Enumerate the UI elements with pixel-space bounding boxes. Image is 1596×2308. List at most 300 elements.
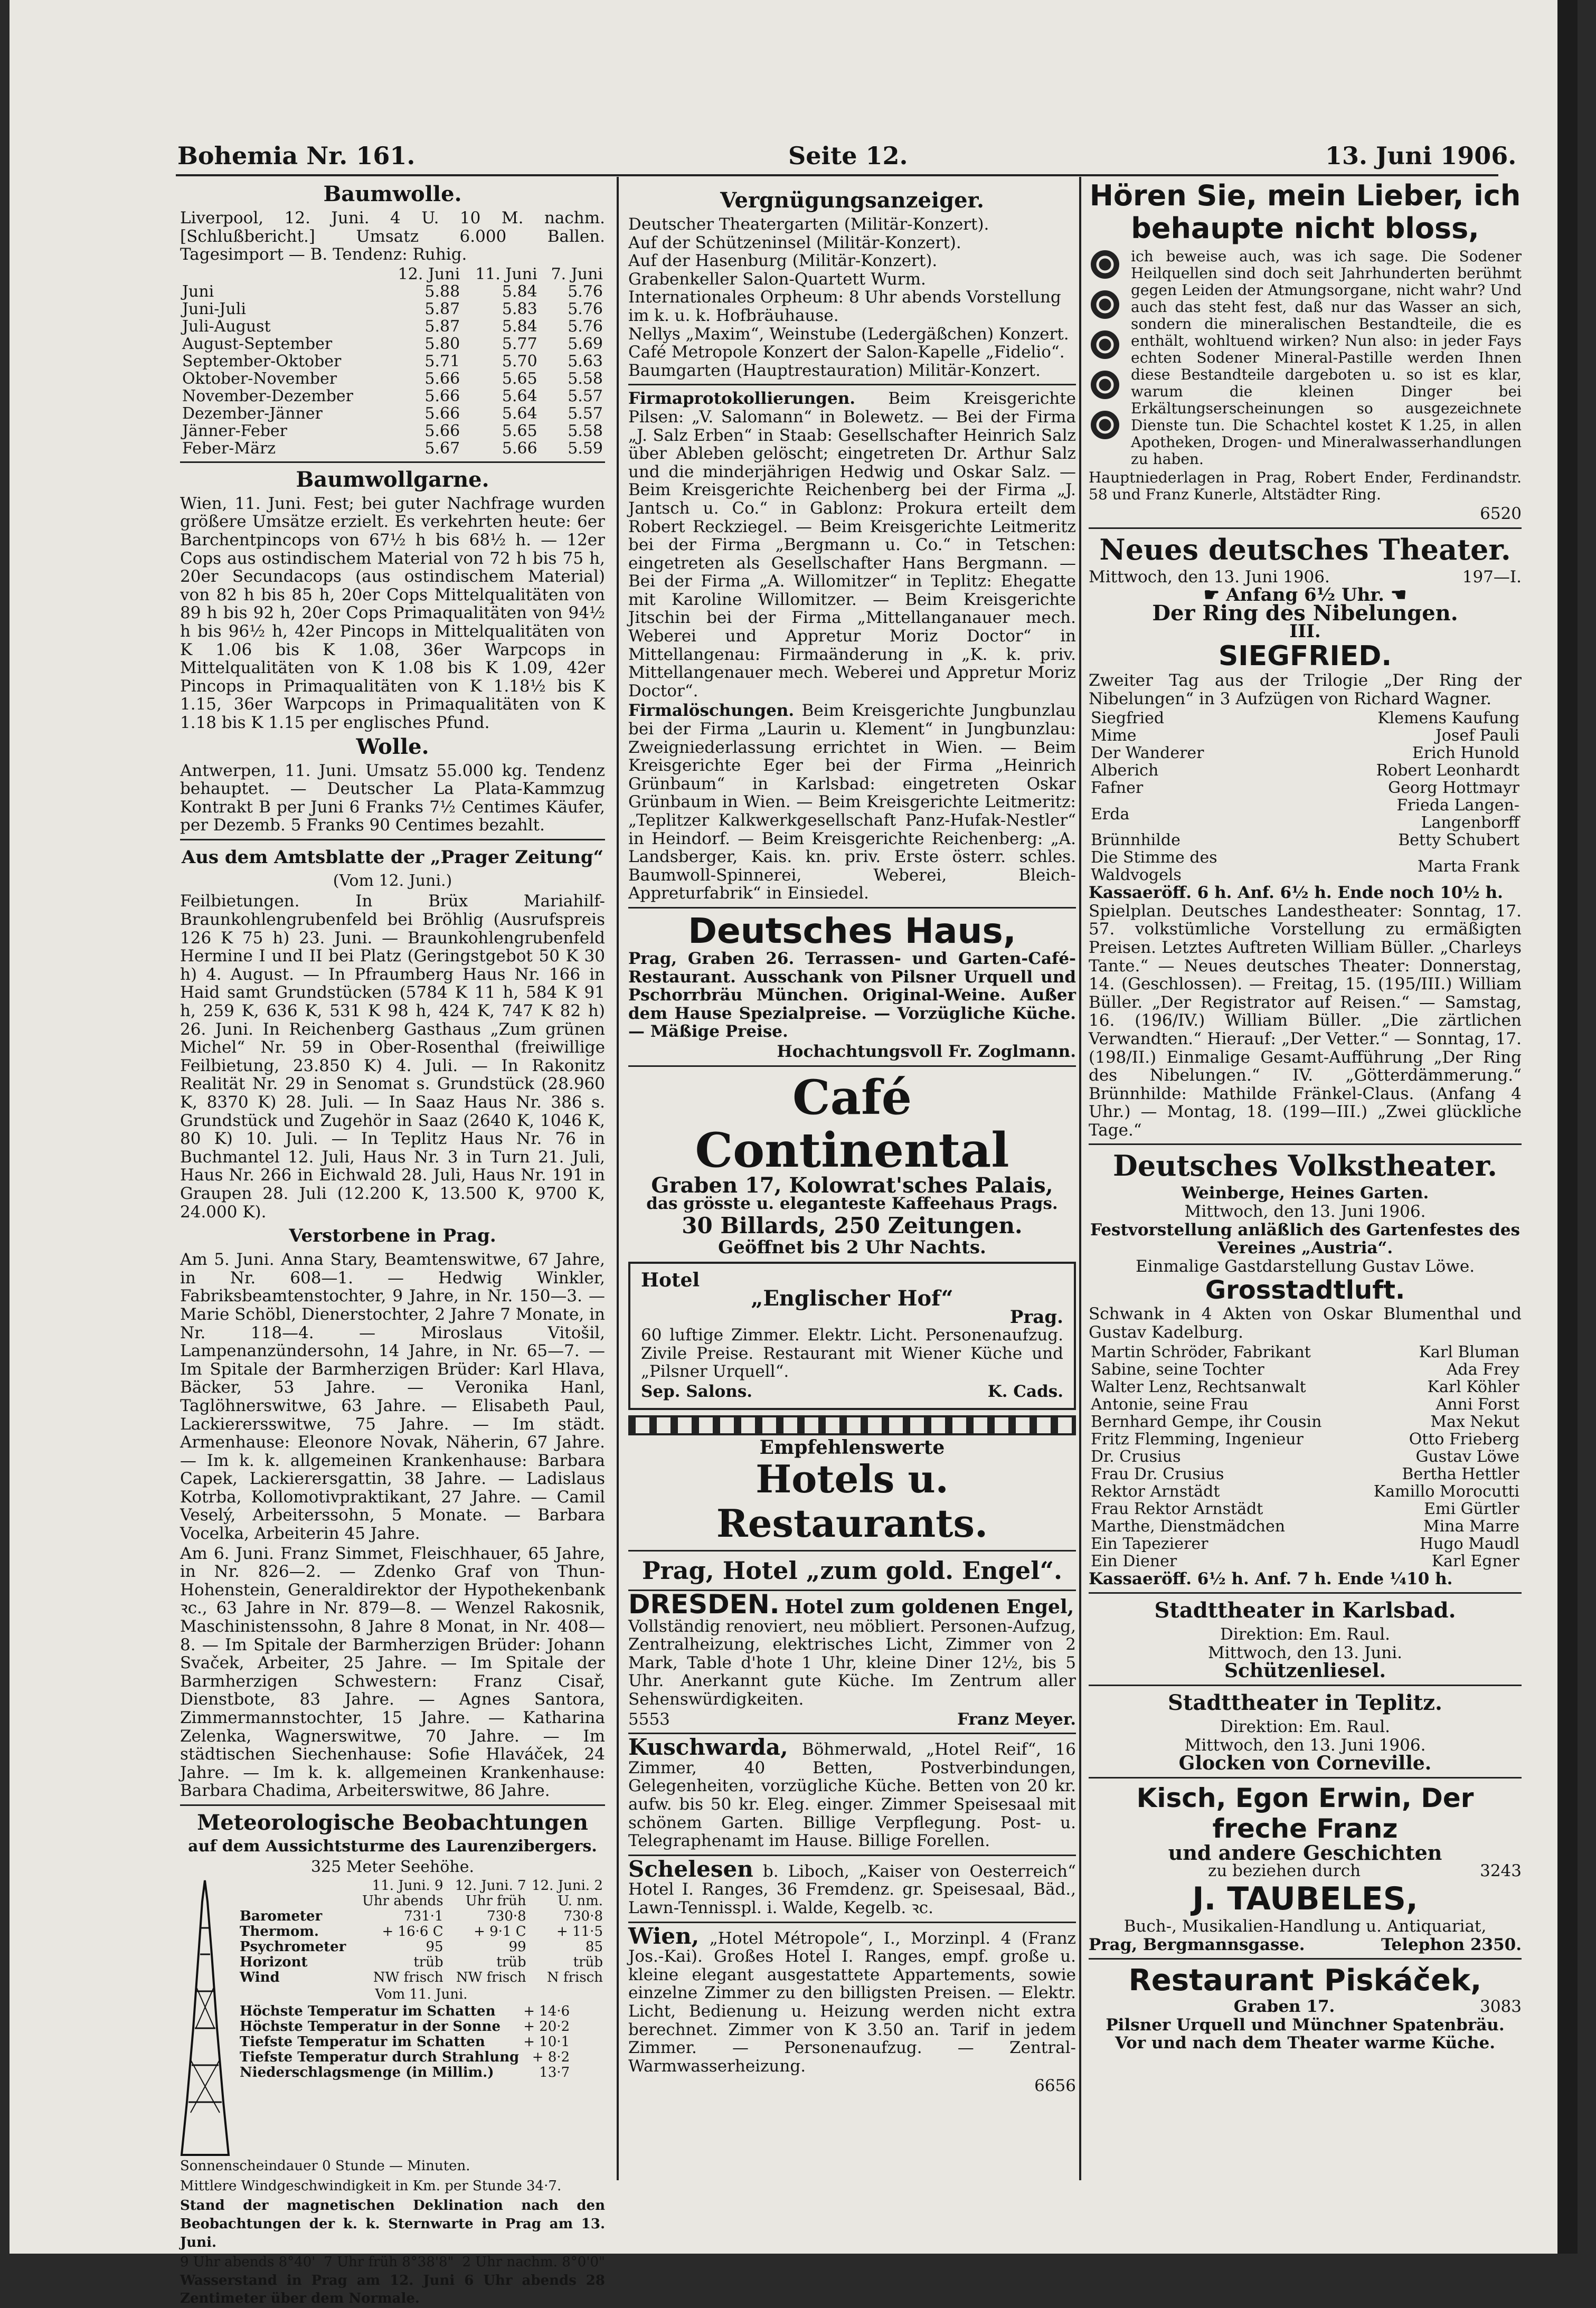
section-rule bbox=[180, 839, 605, 840]
eh-name: „Englischer Hof“ bbox=[751, 1285, 953, 1311]
gazette-auctions: Feilbietungen. In Brüx Mariahilf-Braunkohlengrubenfeld bei Bröhlig (Ausrufspreis 126 K 75 h) 23. Juni. — Braunkohlengrubenfeld Hermine I und II bei Platz (Geringstgebot 50 K 30 h) 4. August. — In Pfraumberg Haus Nr. 166 in Haid samt Grundstücken (5784 K 11 h, 584 K 91 h, 259 K, 636 K, 531 K 98 h, 424 K, 747 K 82 h) 26. Juni. In Reichenberg Gasthaus „Zum grünen Michel“ Nr. 59 in Ober-Rosenthal (freiwillige Feilbietung, 23.850 K) 4. Juli. — In Rakonitz Realität Nr. 29 in Senomat s. Grundstück (28.960 K, 8370 K) 28. Juli. — In Saaz Haus Nr. 386 s. Grundstück und Zugehör in Saaz (2640 K, 1046 K, 80 K) 10. Juli. — In Teplitz Haus Nr. 76 in Buchmantel 12. Juli, Haus Nr. 3 in Turn 21. Juli, Haus Nr. 266 in Eichwald 28. Juli, Haus Nr. 191 in Graupen 28. Juli (12.200 K, 13.500 K, 9700 K, 24.000 K). bbox=[180, 892, 605, 1222]
cotton-cell: 5.66 bbox=[424, 421, 460, 440]
meteo-from: Vom 11. Juni. bbox=[375, 1987, 468, 2003]
amusement-item: Auf der Hasenburg (Militär-Konzert). bbox=[628, 251, 938, 271]
pastille-icon bbox=[1089, 409, 1121, 441]
karlsbad-date: Mittwoch, den 13. Juni. bbox=[1207, 1643, 1403, 1662]
cotton-cell: 5.69 bbox=[568, 334, 603, 353]
piskacek-code: 3083 bbox=[1480, 1997, 1522, 2017]
piskacek-text: Pilsner Urquell und Münchner Spatenbräu. Vor und nach dem Theater warme Küche. bbox=[1106, 2015, 1505, 2053]
cast-role: Fritz Flemming, Ingenieur bbox=[1091, 1430, 1304, 1449]
meteo-extreme-cell: Niederschlagsmenge (in Millim.) bbox=[240, 2064, 494, 2080]
cotton-table-row bbox=[180, 283, 605, 300]
cotton-cell: 5.66 bbox=[502, 439, 537, 458]
schelesen-text: b. Liboch, „Kaiser von Oesterreich“ Hotel I. Ranges, 36 Fremdenz. gr. Speisesaal, Bäd., Lawn-Tennisspl. i. Walde, Kegelb. ꝛc. bbox=[628, 1861, 1076, 1917]
meteo-cell: + 9·1 C bbox=[474, 1924, 526, 1940]
meteo-cell: 95 bbox=[426, 1939, 443, 1955]
cast-role: Fafner bbox=[1091, 779, 1144, 798]
eh-salons: Sep. Salons. bbox=[641, 1382, 753, 1401]
book-code: 3243 bbox=[1480, 1861, 1522, 1881]
cast-actor: Emi Gürtler bbox=[1424, 1499, 1519, 1518]
meteo-cell: NW frisch bbox=[456, 1970, 526, 1986]
cast-row bbox=[1089, 1378, 1522, 1396]
meteo-cell: 730·8 bbox=[487, 1908, 526, 1925]
teplitz-title: Stadttheater in Teplitz. bbox=[1168, 1690, 1442, 1715]
meteo-cell: NW frisch bbox=[373, 1970, 443, 1986]
cotton-cell: Oktober-November bbox=[182, 369, 337, 388]
wien-code: 6656 bbox=[1034, 2076, 1076, 2096]
meteo-cell: + 16·6 C bbox=[382, 1924, 443, 1940]
meteo-cell: 85 bbox=[585, 1939, 603, 1955]
ndt-description: Zweiter Tag aus der Trilogie „Der Ring der Nibelungen“ in 3 Aufzügen von Richard Wagner. bbox=[1089, 670, 1522, 708]
goldener-engel-prag: Prag, Hotel „zum gold. Engel“. bbox=[641, 1556, 1063, 1585]
lookout-tower-icon bbox=[180, 1880, 230, 2155]
ndt-start-text: Anfang 6½ Uhr. bbox=[1225, 584, 1385, 606]
piskacek-title: Restaurant Piskáček, bbox=[1128, 1963, 1482, 1998]
cotton-table-row bbox=[180, 405, 605, 422]
section-rule bbox=[180, 1804, 605, 1806]
cotton-table-row bbox=[180, 387, 605, 405]
book-subtitle: und andere Geschichten bbox=[1168, 1840, 1442, 1865]
wien-title: Wien, bbox=[628, 1923, 700, 1949]
englischer-hof-ad bbox=[628, 1262, 1076, 1410]
cotton-table-row bbox=[180, 422, 605, 440]
cast-row bbox=[1089, 831, 1522, 849]
dresden-owner: Franz Meyer. bbox=[957, 1709, 1076, 1729]
cotton-table-row bbox=[180, 318, 605, 335]
kuschwarda-title: Kuschwarda, bbox=[628, 1734, 788, 1761]
cotton-price-table bbox=[180, 266, 605, 457]
wool-heading: Wolle. bbox=[356, 734, 429, 759]
meteo-cell: trüb bbox=[573, 1954, 603, 1971]
cotton-cell: 5.84 bbox=[502, 282, 537, 301]
cotton-cell: Feber-März bbox=[182, 439, 276, 458]
teplitz-play: Glocken von Corneville. bbox=[1178, 1752, 1432, 1775]
meteo-cell: 99 bbox=[508, 1939, 526, 1955]
meteo-extreme-cell: + 8·2 bbox=[532, 2049, 570, 2065]
recommended-heading: Empfehlenswerte bbox=[759, 1436, 945, 1459]
cotton-cell: 5.88 bbox=[424, 282, 460, 301]
cotton-table-row bbox=[180, 300, 605, 318]
cotton-cell: 5.57 bbox=[568, 404, 603, 423]
ornament-border bbox=[628, 1415, 1076, 1435]
dvt-title: Deutsches Volkstheater. bbox=[1113, 1149, 1497, 1183]
hand-pointer-icon: ☚ bbox=[1384, 584, 1407, 606]
amusement-item: Baumgarten (Hauptrestauration) Militär-Konzert. bbox=[628, 361, 1041, 380]
amusement-item: Deutscher Theatergarten (Militär-Konzert). bbox=[628, 215, 989, 234]
cast-role: Ein Diener bbox=[1091, 1552, 1177, 1571]
cast-role: Sabine, seine Tochter bbox=[1091, 1360, 1264, 1379]
dresden-title: DRESDEN. bbox=[628, 1589, 780, 1620]
dvt-date: Mittwoch, den 13. Juni 1906. bbox=[1184, 1202, 1426, 1222]
meteo-extreme-row bbox=[238, 2035, 572, 2050]
cast-row bbox=[1089, 1431, 1522, 1448]
cotton-column-header: 7. Juni bbox=[551, 264, 603, 283]
cast-actor: Georg Hottmayr bbox=[1388, 779, 1519, 798]
cast-row bbox=[1089, 1553, 1522, 1570]
meteo-extreme-cell: Höchste Temperatur in der Sonne bbox=[240, 2018, 500, 2035]
karlsbad-play: Schützenliesel. bbox=[1224, 1660, 1386, 1682]
ndt-times: Kassaeröff. 6 h. Anf. 6½ h. Ende noch 10½ h. bbox=[1089, 883, 1503, 903]
meteo-water-level: Wasserstand in Prag am 12. Juni 6 Uhr abends 28 Zentimeter über dem Normale. bbox=[180, 2272, 605, 2307]
cotton-cell: 5.65 bbox=[502, 369, 537, 388]
cast-row bbox=[1089, 1535, 1522, 1553]
meteo-row bbox=[238, 1940, 605, 1955]
cotton-cell: 5.66 bbox=[424, 369, 460, 388]
gazette-heading: Aus dem Amtsblatte der „Prager Zeitung“ bbox=[181, 846, 604, 868]
cast-actor: Erich Hunold bbox=[1412, 744, 1519, 763]
hotels-restaurants-title: Hotels u. Restaurants. bbox=[716, 1456, 988, 1546]
eh-hotel-label: Hotel bbox=[641, 1269, 700, 1292]
dvt-description: Schwank in 4 Akten von Oskar Blumenthal und Gustav Kadelburg. bbox=[1089, 1304, 1522, 1342]
deutsches-haus-text: Prag, Graben 26. Terrassen- und Garten-Café-Restaurant. Ausschank von Pilsner Urquell und Pschorrbräu München. Original-Weine. Außer dem Hause Spezialpreise. — Vorzügliche Küche. — Mäßige Preise. bbox=[628, 949, 1076, 1042]
karlsbad-title: Stadttheater in Karlsbad. bbox=[1154, 1598, 1456, 1623]
amusement-item: Auf der Schützeninsel (Militär-Konzert). bbox=[628, 233, 961, 252]
cast-row bbox=[1089, 1361, 1522, 1378]
cotton-cell: 5.58 bbox=[568, 369, 603, 388]
ndt-number: 197—I. bbox=[1462, 567, 1522, 587]
amusement-item: Café Metropole Konzert der Salon-Kapelle „Fidelio“. bbox=[628, 343, 1065, 362]
cotton-cell: 5.63 bbox=[568, 352, 603, 371]
yarn-report: Wien, 11. Juni. Fest; bei guter Nachfrage wurden größere Umsätze erzielt. Es verkehrten heute: 6er Barchentpincops von 67½ h bis 68½ h. — 12er Cops aus ostindischem Material von 72 h bis 75 h, 20er Secundacops (aus ostindischem Material) von 82 h bis 85 h, 20er Cops Mittelqualitäten von 89 h bis 92 h, 20er Cops Primaqualitäten von 94½ h bis 96½ h, 42er Pincops in Mittelqualitäten von K 1.06 bis K 1.08, 36er Warpcops in Mittelqualitäten von K 1.08 bis K 1.09, 42er Pincops in Primaqualitäten von K 1.18½ bis K 1.15, 36er Warpcops in Primaqualitäten von K 1.18 bis K 1.15 per englisches Pfund. bbox=[180, 494, 605, 732]
meteo-row bbox=[238, 1970, 605, 1985]
kuschwarda-text: Böhmerwald, „Hotel Reif“, 16 Zimmer, 40 Betten, Postverbindungen, Gelegenheiten, vorzügliche Küche. Betten von 20 kr. aufw. bis 50 kr. Eleg. einger. Zimmer Speisesaal mit schönem Garten. Billige Verpflegung. Post- u. Telegraphenamt im Hause. Billige Forellen. bbox=[628, 1740, 1076, 1851]
eh-description: 60 luftige Zimmer. Elektr. Licht. Personenaufzug. Zivile Preise. Restaurant mit Wiener Küche und „Pilsner Urquell“. bbox=[641, 1326, 1063, 1382]
pastille-column bbox=[1089, 248, 1126, 469]
firm-deletions-heading: Firmalöschungen. bbox=[628, 701, 795, 721]
newspaper-page bbox=[10, 0, 1578, 2307]
cotton-cell: 5.58 bbox=[568, 421, 603, 440]
cafe-amenities: 30 Billards, 250 Zeitungen. bbox=[682, 1212, 1023, 1238]
meteo-cell: N frisch bbox=[546, 1970, 603, 1986]
taubeles-name: J. TAUBELES, bbox=[1192, 1880, 1418, 1917]
hand-pointer-icon: ☛ bbox=[1203, 584, 1226, 606]
yarn-heading: Baumwollgarne. bbox=[296, 467, 489, 492]
ndt-cast bbox=[1089, 710, 1522, 884]
cotton-cell: 5.76 bbox=[568, 317, 603, 336]
meteo-extreme-cell: + 10·1 bbox=[523, 2033, 570, 2050]
cast-role: Martin Schröder, Fabrikant bbox=[1091, 1342, 1311, 1361]
meteo-subheading: auf dem Aussichtsturme des Laurenzibergers. bbox=[188, 1837, 597, 1856]
cotton-heading: Baumwolle. bbox=[323, 182, 462, 206]
cast-row bbox=[1089, 1483, 1522, 1500]
cotton-table-row bbox=[180, 353, 605, 370]
cast-row bbox=[1089, 1413, 1522, 1431]
deaths-heading: Verstorbene in Prag. bbox=[289, 1225, 496, 1247]
meteo-declination: Stand der magnetischen Deklination nach den Beobachtungen der k. k. Sternwarte in Prag am 13. Juni. bbox=[180, 2198, 605, 2250]
cotton-cell: 5.65 bbox=[502, 421, 537, 440]
deutsches-haus-signature: Hochachtungsvoll Fr. Zoglmann. bbox=[777, 1042, 1076, 1061]
meteo-cell: trüb bbox=[413, 1954, 443, 1971]
deutsches-haus-title: Deutsches Haus, bbox=[688, 910, 1016, 951]
meteo-row bbox=[238, 1924, 605, 1940]
header-rule bbox=[176, 174, 1498, 176]
cotton-cell: 5.66 bbox=[424, 386, 460, 405]
ndt-date-row bbox=[1089, 568, 1522, 587]
meteo-cell: Barometer bbox=[240, 1908, 323, 1925]
schelesen-title: Schelesen bbox=[628, 1856, 753, 1882]
taubeles-address: Prag, Bergmannsgasse. bbox=[1089, 1935, 1305, 1954]
section-rule bbox=[180, 461, 605, 463]
cast-role: Siegfried bbox=[1091, 709, 1165, 728]
cotton-cell: 5.87 bbox=[424, 317, 460, 336]
meteo-extreme-row bbox=[238, 2004, 572, 2019]
cotton-cell: Jänner-Feber bbox=[182, 421, 288, 440]
firm-deletions-text: Beim Kreisgerichte Jungbunzlau bei der Firma „Laurin u. Klement“ in Jungbunzlau: Zweigniederlassung errichtet in Wien. — Beim Kreisgerichte Eger bei der Firma „Heinrich Grünbaum“ in Karlsbad: eingetreten Oskar Grünbaum in Wien. — Beim Kreisgerichte Leitmeritz: „Teplitzer Kalkwerkgesellschaft Panz-Hufak-Nestler“ in Heindorf. — Beim Kreisgerichte Reichenberg: „A. Landsberger, Kais. kn. priv. Erste österr. schles. Baumwoll-Spinnerei, Weberei, Bleich- Appreturfabrik“ in Einsiedel. bbox=[628, 701, 1076, 903]
cotton-cell: 5.84 bbox=[502, 317, 537, 336]
section-rule bbox=[1089, 1143, 1522, 1145]
dvt-festival: Festvorstellung anläßlich des Gartenfestes des Vereines „Austria“. bbox=[1090, 1220, 1520, 1258]
cast-role: Rektor Arnstädt bbox=[1091, 1482, 1220, 1501]
issue-date: 13. Juni 1906. bbox=[1325, 141, 1517, 170]
decl-value: 2 Uhr nachm. 8°0'0" bbox=[462, 2254, 605, 2271]
meteo-extreme-row bbox=[238, 2019, 572, 2035]
cotton-table-row bbox=[180, 370, 605, 387]
meteo-extreme-cell: + 14·6 bbox=[523, 2003, 570, 2019]
book-title: Kisch, Egon Erwin, Der freche Franz bbox=[1136, 1782, 1474, 1844]
book-from: zu beziehen durch bbox=[1208, 1861, 1361, 1881]
soden-ad-headline: Hören Sie, mein Lieber, ich behaupte nicht bloss, bbox=[1089, 179, 1521, 245]
cotton-cell: Juni bbox=[182, 282, 214, 301]
section-rule bbox=[628, 384, 1076, 385]
cast-row bbox=[1089, 1344, 1522, 1361]
column-divider-1 bbox=[617, 177, 619, 2180]
cast-row bbox=[1089, 1465, 1522, 1483]
cotton-cell: 5.64 bbox=[502, 386, 537, 405]
meteo-height: 325 Meter Seehöhe. bbox=[310, 1857, 474, 1876]
cotton-cell: 5.83 bbox=[502, 299, 537, 318]
meteo-sunshine: Sonnenscheindauer 0 Stunde — Minuten. bbox=[180, 2158, 470, 2174]
meteo-extreme-cell: 13·7 bbox=[539, 2064, 570, 2080]
cast-actor: Gustav Löwe bbox=[1415, 1447, 1519, 1466]
masthead: Bohemia Nr. 161. bbox=[177, 141, 415, 170]
meteo-cell: Wind bbox=[240, 1970, 280, 1986]
meteo-cell: 731·1 bbox=[404, 1908, 443, 1925]
decl-value: 7 Uhr früh 8°38'8" bbox=[324, 2254, 454, 2271]
cast-row bbox=[1089, 779, 1522, 797]
cotton-table-row bbox=[180, 335, 605, 353]
cast-role: Alberich bbox=[1091, 761, 1159, 780]
cast-role: Erda bbox=[1091, 805, 1130, 824]
dvt-cast bbox=[1089, 1344, 1522, 1570]
cast-role: Frau Dr. Crusius bbox=[1091, 1464, 1224, 1483]
section-rule bbox=[1089, 1958, 1522, 1960]
cast-role: Antonie, seine Frau bbox=[1091, 1395, 1249, 1414]
cotton-cell: Juni-Juli bbox=[182, 299, 246, 318]
cast-row bbox=[1089, 727, 1522, 744]
deaths-june-5: Am 5. Juni. Anna Stary, Beamtenswitwe, 67 Jahre, in Nr. 608—1. — Hedwig Winkler, Fabriksbeamtenstochter, 9 Jahre, in Nr. 150—3. — Marie Schöbl, Dienerstochter, 2 Jahre 7 Monate, in Nr. 118—4. — Miroslaus Vitošil, Lampenanzündersohn, 14 Jahre, in Nr. 65—7. — Im Spitale der Barmherzigen Brüder: Karl Hlava, Bäcker, 53 Jahre. — Veronika Hanl, Taglöhnerswitwe, 63 Jahre. — Elisabeth Paul, Lackierersswitwe, 75 Jahre. — Im städt. Armenhause: Eleonore Novak, Näherin, 67 Jahre. — Im k. k. allgemeinen Krankenhause: Barbara Capek, Lackierersgattin, 38 Jahre. — Ladislaus Kotrba, Kollomotivpraktikant, 27 Jahre. — Camil Veselý, Arbeiterssohn, 5 Monate. — Barbara Vocelka, Arbeiterin 45 Jahre. bbox=[180, 1250, 605, 1544]
cast-actor: Karl Bluman bbox=[1419, 1342, 1519, 1361]
cast-actor: Hugo Maudl bbox=[1419, 1534, 1519, 1553]
amusement-item: Grabenkeller Salon-Quartett Wurm. bbox=[628, 269, 926, 289]
cast-role: Die Stimme des Waldvogels bbox=[1091, 848, 1217, 885]
amusement-list bbox=[628, 215, 1076, 380]
wool-report: Antwerpen, 11. Juni. Umsatz 55.000 kg. Tendenz behauptet. — Deutscher La Plata-Kammzug Kontrakt B per Juni 6 Franks 7½ Centimes Käufer, per Dezemb. 5 Franks 90 Centimes bezahlt. bbox=[180, 761, 605, 835]
meteo-extreme-cell: Höchste Temperatur im Schatten bbox=[240, 2003, 496, 2019]
cast-actor: Ada Frey bbox=[1446, 1360, 1519, 1379]
liverpool-report: Liverpool, 12. Juni. 4 U. 10 M. nachm. [Schlußbericht.] Umsatz 6.000 Ballen. Tagesimport — B. Tendenz: Ruhig. bbox=[180, 209, 605, 264]
meteo-extreme-cell: Tiefste Temperatur im Schatten bbox=[240, 2033, 485, 2050]
teplitz-date: Mittwoch, den 13. Juni 1906. bbox=[1184, 1735, 1426, 1755]
cast-row bbox=[1089, 762, 1522, 779]
cafe-address: Graben 17, Kolowrat'sches Palais, bbox=[651, 1172, 1053, 1198]
cast-row bbox=[1089, 849, 1522, 884]
cast-row bbox=[1089, 1500, 1522, 1518]
cafe-continental-title: Café Continental bbox=[695, 1069, 1009, 1178]
cotton-cell: 5.67 bbox=[424, 439, 460, 458]
cotton-cell: 5.87 bbox=[424, 299, 460, 318]
pastille-icon bbox=[1089, 368, 1121, 401]
cafe-hours: Geöffnet bis 2 Uhr Nachts. bbox=[718, 1236, 986, 1258]
cast-actor: Otto Frieberg bbox=[1409, 1430, 1519, 1449]
cast-actor: Betty Schubert bbox=[1398, 831, 1519, 850]
cast-actor: Josef Pauli bbox=[1435, 726, 1519, 745]
cast-role: Mime bbox=[1091, 726, 1137, 745]
cotton-cell: 5.70 bbox=[502, 352, 537, 371]
meteo-extreme-cell: Tiefste Temperatur durch Strahlung bbox=[240, 2049, 520, 2065]
cotton-cell: 5.76 bbox=[568, 282, 603, 301]
wien-text: „Hotel Métropole“, I., Morzinpl. 4 (Franz Jos.-Kai). Großes Hotel I. Ranges, empf. große u. kleine elegant ausgestattete Appartements, sowie einzelne Zimmer zu den billigsten Preisen. — Elektr. Licht, Bedienung u. Heizung werden nicht extra berechnet. Zimmer von K 3.50 an. Tarif in jedem Zimmer. — Personenaufzug. — Zentral-Warmwasserheizung. bbox=[628, 1928, 1076, 2076]
taubeles-business: Buch-, Musikalien-Handlung u. Antiquariat, bbox=[1123, 1916, 1487, 1936]
eh-city: Prag. bbox=[1009, 1306, 1063, 1328]
cotton-cell: 5.77 bbox=[502, 334, 537, 353]
cotton-cell: 5.66 bbox=[424, 404, 460, 423]
meteo-wind-speed: Mittlere Windgeschwindigkeit in Km. per Stunde 34·7. bbox=[180, 2178, 562, 2194]
meteo-cell: + 11·5 bbox=[556, 1924, 603, 1940]
dvt-times: Kassaeröff. 6½ h. Anf. 7 h. Ende ¼10 h. bbox=[1089, 1569, 1453, 1588]
column-2 bbox=[628, 186, 1076, 2176]
cotton-cell: September-Oktober bbox=[182, 352, 342, 371]
dvt-place: Weinberge, Heines Garten. bbox=[1181, 1184, 1429, 1203]
cotton-table-header bbox=[180, 266, 605, 283]
cotton-cell: Dezember-Jänner bbox=[182, 404, 323, 423]
cotton-column-header: 12. Juni bbox=[398, 264, 460, 283]
cast-row bbox=[1089, 1448, 1522, 1465]
section-rule bbox=[628, 907, 1076, 909]
cast-actor: Max Nekut bbox=[1430, 1412, 1519, 1431]
pastille-icon bbox=[1089, 288, 1121, 321]
page-binding-edge bbox=[1557, 0, 1578, 2254]
cast-row bbox=[1089, 710, 1522, 727]
page-number: Seite 12. bbox=[788, 141, 908, 170]
decl-value: 9 Uhr abends 8°40' bbox=[180, 2254, 316, 2271]
amusement-heading: Vergnügungsanzeiger. bbox=[720, 188, 984, 213]
piskacek-address-row bbox=[1089, 1998, 1522, 2016]
cast-role: Walter Lenz, Rechtsanwalt bbox=[1091, 1377, 1306, 1396]
meteo-column-header: 12. Juni. 7 Uhr früh bbox=[455, 1878, 526, 1909]
dresden-code: 5553 bbox=[628, 1709, 670, 1729]
cotton-cell: 5.76 bbox=[568, 299, 603, 318]
ndt-play: SIEGFRIED. bbox=[1218, 640, 1392, 672]
deaths-june-6: Am 6. Juni. Franz Simmet, Fleischhauer, 65 Jahre, in Nr. 826—2. — Zdenko Graf von Thun-Hohenstein, Generaldirektor der Hypothekenbank ꝛc., 63 Jahre in Nr. 879—8. — Wenzel Rakosnik, Maschinistenssohn, 8 Jahre 8 Monat, in Nr. 408—8. — Im Spitale der Barmherzigen Brüder: Johann Svaček, Arbeiter, 25 Jahre. — Im Spitale der Barmherzigen Schwestern: Franz Cisař, Dienstbote, 83 Jahre. — Agnes Santora, Zimmermannstochter, 15 Jahre. — Katharina Zelenka, Wagnerswitwe, 70 Jahre. — Im städtischen Siechenhause: Sofie Hlaváček, 24 Jahre. — Im k. k. allgemeinen Krankenhause: Barbara Chadima, Arbeiterswitwe, 86 Jahre. bbox=[180, 1544, 605, 1801]
dvt-play: Grosstadtluft. bbox=[1205, 1275, 1405, 1306]
meteo-declination-values bbox=[180, 2253, 605, 2272]
pastille-icon bbox=[1089, 248, 1121, 281]
cast-actor: Karl Egner bbox=[1431, 1552, 1519, 1571]
soden-dealers: Hauptniederlagen in Prag, Robert Ender, Ferdinandstr. 58 und Franz Kunerle, Altstädter Ring. bbox=[1089, 469, 1522, 503]
cotton-cell: Juli-August bbox=[182, 317, 271, 336]
ndt-program: Spielplan. Deutsches Landestheater: Sonntag, 17. 57. volkstümliche Vorstellung zu ermäßigten Preisen. Letztes Auftreten William Büller. „Charleys Tante.“ — Neues deutsches Theater: Donnerstag, 14. (Geschlossen). — Freitag, 15. (195/III.) William Büller. „Der Registrator auf Reisen.“ — Samstag, 16. (196/IV.) William Büller. „Die zärtlichen Verwandten.“ Hierauf: „Der Vetter.“ — Sonntag, 17. (198/II.) Einmalige Gesamt-Aufführung „Der Ring des Nibelungen.“ IV. „Götterdämmerung.“ Brünnhilde: Mathilde Fränkel-Claus. (Anfang 4 Uhr.) — Montag, 18. (199—III.) „Zwei glückliche Tage.“ bbox=[1089, 901, 1522, 1140]
cast-actor: Karl Köhler bbox=[1427, 1377, 1519, 1396]
cast-row bbox=[1089, 797, 1522, 831]
cast-role: Der Wanderer bbox=[1091, 744, 1204, 763]
meteo-heading: Meteorologische Beobachtungen bbox=[197, 1810, 588, 1835]
cast-role: Marthe, Dienstmädchen bbox=[1091, 1517, 1286, 1536]
meteo-table bbox=[238, 1878, 605, 1985]
meteo-cell: Horizont bbox=[240, 1954, 308, 1971]
meteo-extreme-cell: + 20·2 bbox=[523, 2018, 570, 2035]
meteo-cell: 730·8 bbox=[563, 1908, 603, 1925]
meteo-row bbox=[238, 1909, 605, 1924]
ndt-ring: Der Ring des Nibelungen. bbox=[1152, 600, 1458, 626]
meteo-cell: trüb bbox=[496, 1954, 526, 1971]
column-divider-2 bbox=[1079, 177, 1081, 2180]
cast-actor: Marta Frank bbox=[1418, 857, 1519, 876]
cast-role: Brünnhilde bbox=[1091, 831, 1181, 850]
meteo-row bbox=[238, 1955, 605, 1970]
taubeles-telephone: Telephon 2350. bbox=[1381, 1935, 1522, 1954]
cotton-cell: August-September bbox=[182, 334, 333, 353]
meteo-column-header: 12. Juni. 2 U. nm. bbox=[532, 1878, 603, 1909]
dresden-text: Vollständig renoviert, neu möbliert. Personen-Aufzug, Zentralheizung, elektrisches Licht, Zimmer von 2 Mark, Table d'hote 1 Uhr, kleine Diner 12½, bis 5 Uhr. Anerkannt gute Küche. Im Zentrum aller Sehenswürdigkeiten. bbox=[628, 1616, 1076, 1709]
column-1 bbox=[180, 179, 605, 2307]
section-rule bbox=[1089, 1685, 1522, 1686]
cotton-cell: 5.57 bbox=[568, 386, 603, 405]
dresden-hotel: Hotel zum goldenen Engel, bbox=[785, 1596, 1074, 1619]
cast-actor: Bertha Hettler bbox=[1402, 1464, 1519, 1483]
cotton-table-row bbox=[180, 440, 605, 457]
eh-owner: K. Cads. bbox=[987, 1382, 1063, 1401]
cotton-cell: November-Dezember bbox=[182, 386, 354, 405]
taubeles-contact bbox=[1089, 1936, 1522, 1954]
ndt-date: Mittwoch, den 13. Juni 1906. bbox=[1089, 567, 1330, 587]
dvt-guest: Einmalige Gastdarstellung Gustav Löwe. bbox=[1135, 1256, 1475, 1276]
cast-row bbox=[1089, 1518, 1522, 1535]
cotton-cell: 5.59 bbox=[568, 439, 603, 458]
section-rule bbox=[1089, 527, 1522, 529]
cast-actor: Robert Leonhardt bbox=[1376, 761, 1519, 780]
cafe-claim: das grösste u. eleganteste Kaffeehaus Prags. bbox=[646, 1194, 1058, 1214]
soden-ad-text: ich beweise auch, was ich sage. Die Sodener Heilquellen sind doch seit Jahrhunderten berühmt gegen Leiden der Atmungsorgane, nicht wahr? Und auch das steht fest, daß nur das Wasser an sich, sondern die mineralischen Bestandteile, die es enthält, wohltuend wirken? Nun also: in jeder Fays echten Sodener Mineral-Pastille werden Ihnen diese Bestandteile dargeboten u. so ist es klar, warum die kleinen Dinger bei Erkältungserscheinungen so ausgezeichnete Dienste tun. Die Schachtel kostet K 1.25, in allen Apotheken, Drogen- und Mineralwasserhandlungen zu haben. bbox=[1131, 248, 1522, 468]
cotton-cell: 5.64 bbox=[502, 404, 537, 423]
amusement-item: Nellys „Maxim“, Weinstube (Ledergäßchen) Konzert. bbox=[628, 324, 1069, 344]
cotton-cell: 5.71 bbox=[424, 352, 460, 371]
soden-code: 6520 bbox=[1480, 504, 1522, 523]
cast-role: Ein Tapezierer bbox=[1091, 1534, 1208, 1553]
section-rule bbox=[628, 1550, 1076, 1552]
cast-actor: Kamillo Morocutti bbox=[1373, 1482, 1519, 1501]
book-from-row bbox=[1089, 1862, 1522, 1880]
firm-registrations-text: Beim Kreisgerichte Pilsen: „V. Salomann“ in Bolewetz. — Bei der Firma „J. Salz Erben“ in Staab: Gesellschafter Heinrich Salz über Ableben gelöscht; eingetreten Dr. Arthur Salz und die minderjährigen Hedwig und Oskar Salz. — Beim Kreisgerichte Reichenberg bei der Firma „J. Jantsch u. Co.“ in Gablonz: Prokura erteilt dem Robert Reckziegel. — Beim Kreisgerichte Leitmeritz bei der Firma „Bergmann u. Co.“ in Tetschen: eingetreten als Gesellschafter Hans Bergmann. — Bei der Firma „A. Willomitzer“ in Teplitz: Ehegatte mit Karoline Willomitzer. — Beim Kreisgerichte Jitschin bei der Firma „Mittellanganauer mech. Weberei und Appretur Moriz Doctor“ in Mittellangenau: Firmaänderung in „K. k. priv. Mittellangenauer mech. Weberei und Appretur Moriz Doctor“. bbox=[628, 389, 1076, 701]
cast-actor: Anni Forst bbox=[1436, 1395, 1519, 1414]
cast-actor: Frieda Langen-Langenborff bbox=[1396, 796, 1519, 833]
cast-role: Bernhard Gempe, ihr Cousin bbox=[1091, 1412, 1322, 1431]
meteo-column-header: 11. Juni. 9 Uhr abends bbox=[362, 1878, 443, 1909]
amusement-item: Internationales Orpheum: 8 Uhr abends Vorstellung im k. u. k. Hofbräuhause. bbox=[628, 288, 1061, 325]
cast-row bbox=[1089, 1396, 1522, 1413]
meteo-cell: Thermom. bbox=[240, 1924, 319, 1940]
meteo-extreme-row bbox=[238, 2065, 572, 2080]
firm-registrations-heading: Firmaprotokollierungen. bbox=[628, 389, 856, 409]
column-3 bbox=[1089, 179, 1522, 2170]
pastille-icon bbox=[1089, 328, 1121, 361]
cast-actor: Mina Marre bbox=[1423, 1517, 1519, 1536]
piskacek-address: Graben 17. bbox=[1233, 1997, 1335, 2017]
cotton-cell: 5.80 bbox=[424, 334, 460, 353]
eh-footer bbox=[641, 1383, 1063, 1401]
cotton-column-header: 11. Juni bbox=[475, 264, 537, 283]
meteo-extreme-row bbox=[238, 2050, 572, 2065]
